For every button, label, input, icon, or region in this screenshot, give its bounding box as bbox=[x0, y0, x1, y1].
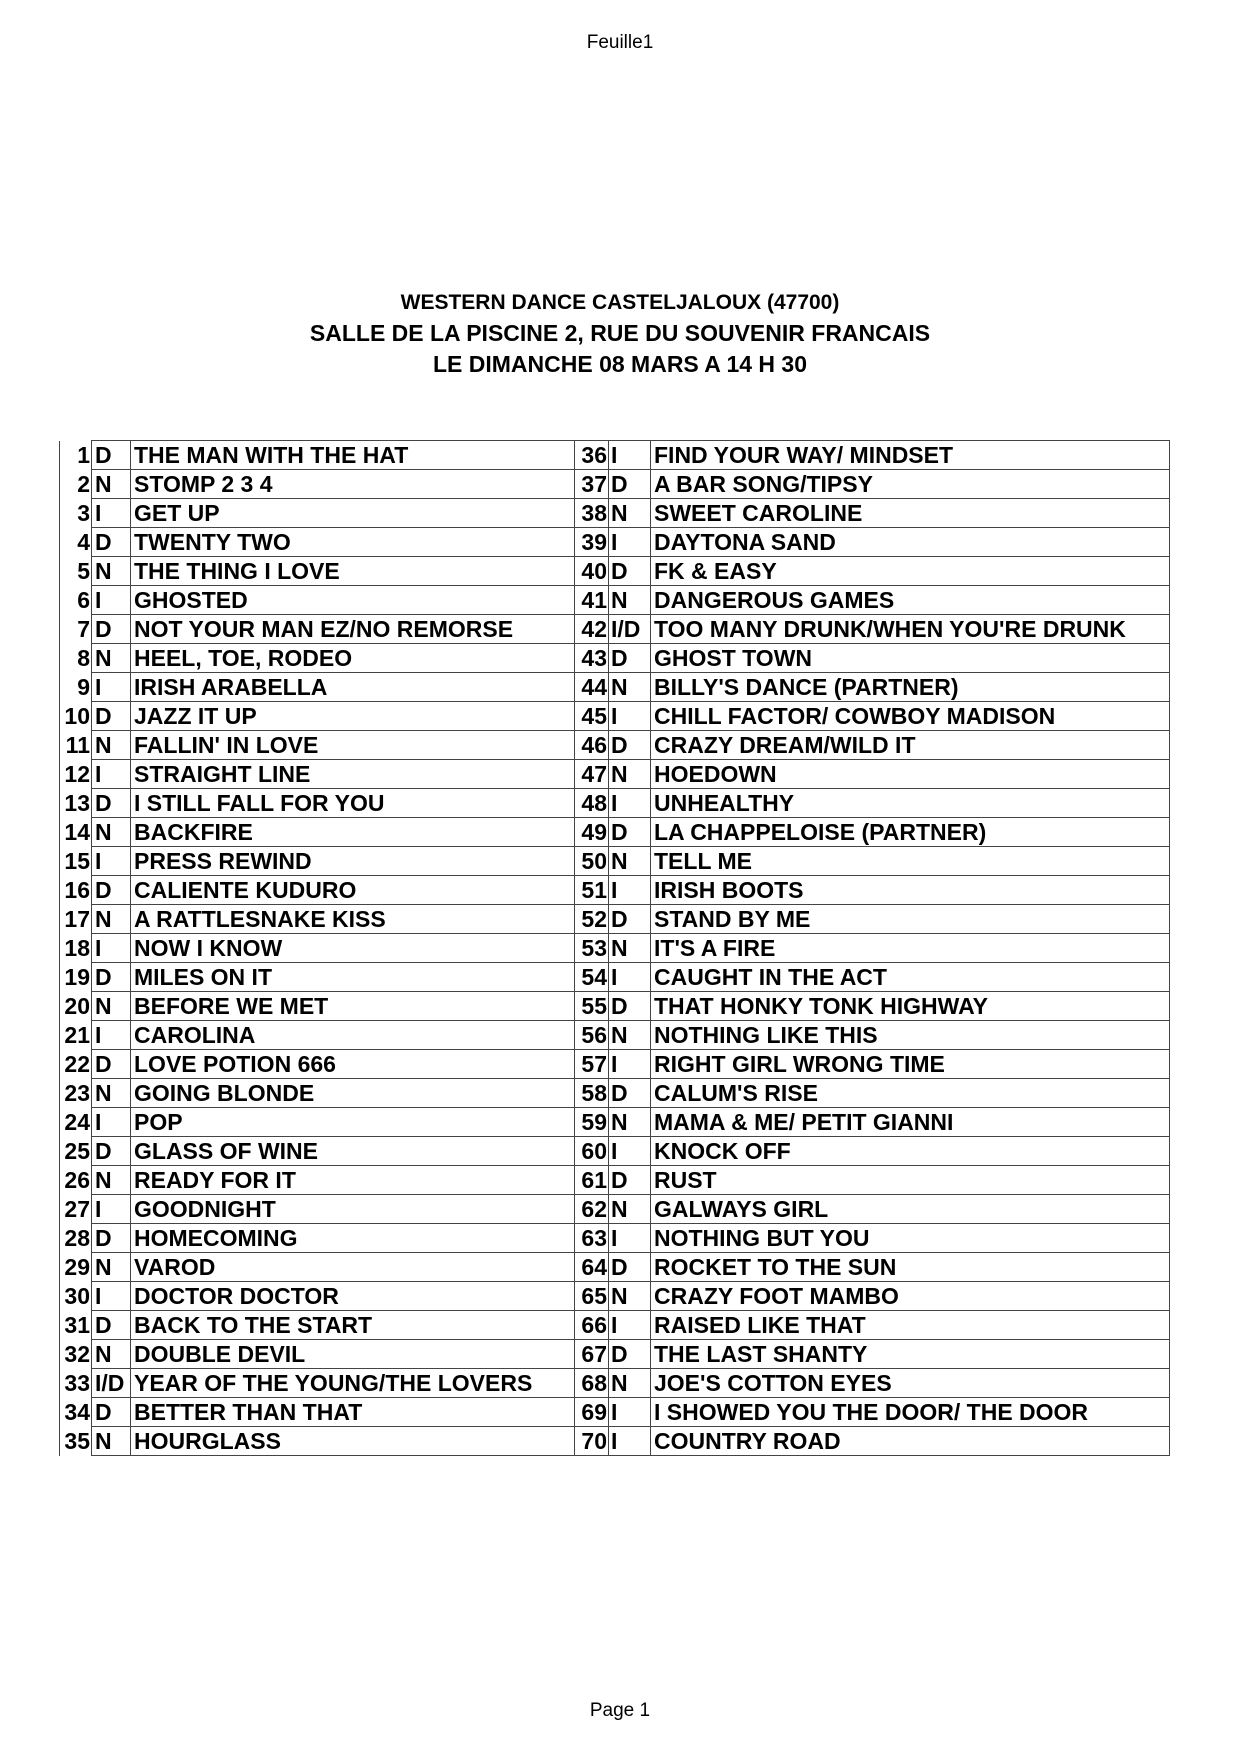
dance-name: READY FOR IT bbox=[131, 1166, 575, 1195]
dance-number: 30 bbox=[60, 1282, 92, 1311]
dance-number: 46 bbox=[575, 731, 609, 760]
dance-number: 40 bbox=[575, 557, 609, 586]
dance-name: GLASS OF WINE bbox=[131, 1137, 575, 1166]
dance-level: N bbox=[609, 1282, 651, 1311]
dance-level: I bbox=[609, 1224, 651, 1253]
dance-name: CRAZY DREAM/WILD IT bbox=[651, 731, 1170, 760]
dance-level: I bbox=[609, 963, 651, 992]
dance-level: N bbox=[609, 499, 651, 528]
dance-list-table bbox=[59, 440, 1170, 1456]
table-row bbox=[60, 1427, 1170, 1456]
dance-level: N bbox=[609, 1108, 651, 1137]
page-number: Page 1 bbox=[589, 1700, 651, 1721]
dance-number: 54 bbox=[575, 963, 609, 992]
table-row bbox=[60, 1340, 1170, 1369]
table-row bbox=[60, 1369, 1170, 1398]
dance-name: MILES ON IT bbox=[131, 963, 575, 992]
dance-level: D bbox=[609, 1253, 651, 1282]
dance-number: 1 bbox=[60, 441, 92, 470]
dance-number: 44 bbox=[575, 673, 609, 702]
dance-number: 16 bbox=[60, 876, 92, 905]
dance-level: D bbox=[609, 818, 651, 847]
dance-name: A RATTLESNAKE KISS bbox=[131, 905, 575, 934]
dance-number: 7 bbox=[60, 615, 92, 644]
dance-name: NOW I KNOW bbox=[131, 934, 575, 963]
dance-number: 49 bbox=[575, 818, 609, 847]
table-row bbox=[60, 760, 1170, 789]
header-club: WESTERN DANCE CASTELJALOUX (47700) bbox=[400, 291, 840, 314]
dance-list-body bbox=[60, 441, 1170, 1456]
dance-number: 61 bbox=[575, 1166, 609, 1195]
dance-name: MAMA & ME/ PETIT GIANNI bbox=[651, 1108, 1170, 1137]
table-row bbox=[60, 934, 1170, 963]
dance-number: 68 bbox=[575, 1369, 609, 1398]
dance-level: I bbox=[92, 673, 131, 702]
table-row bbox=[60, 441, 1170, 470]
dance-number: 15 bbox=[60, 847, 92, 876]
sheet-name: Feuille1 bbox=[586, 32, 654, 53]
table-row bbox=[60, 905, 1170, 934]
dance-name: RAISED LIKE THAT bbox=[651, 1311, 1170, 1340]
dance-name: KNOCK OFF bbox=[651, 1137, 1170, 1166]
table-row bbox=[60, 470, 1170, 499]
dance-level: N bbox=[92, 557, 131, 586]
table-row bbox=[60, 1398, 1170, 1427]
table-row bbox=[60, 1079, 1170, 1108]
table-row bbox=[60, 1137, 1170, 1166]
dance-number: 13 bbox=[60, 789, 92, 818]
dance-name: IRISH ARABELLA bbox=[131, 673, 575, 702]
dance-number: 29 bbox=[60, 1253, 92, 1282]
dance-name: UNHEALTHY bbox=[651, 789, 1170, 818]
dance-name: IRISH BOOTS bbox=[651, 876, 1170, 905]
dance-level: I bbox=[609, 1311, 651, 1340]
dance-number: 60 bbox=[575, 1137, 609, 1166]
dance-name: LA CHAPPELOISE (PARTNER) bbox=[651, 818, 1170, 847]
dance-level: N bbox=[92, 731, 131, 760]
dance-level: N bbox=[92, 1253, 131, 1282]
dance-level: I bbox=[92, 1282, 131, 1311]
dance-number: 21 bbox=[60, 1021, 92, 1050]
dance-level: I bbox=[92, 1195, 131, 1224]
dance-name: TWENTY TWO bbox=[131, 528, 575, 557]
dance-number: 50 bbox=[575, 847, 609, 876]
dance-name: A BAR SONG/TIPSY bbox=[651, 470, 1170, 499]
dance-name: THE MAN WITH THE HAT bbox=[131, 441, 575, 470]
dance-name: VAROD bbox=[131, 1253, 575, 1282]
dance-number: 53 bbox=[575, 934, 609, 963]
table-row bbox=[60, 1108, 1170, 1137]
table-row bbox=[60, 847, 1170, 876]
dance-number: 17 bbox=[60, 905, 92, 934]
dance-number: 62 bbox=[575, 1195, 609, 1224]
dance-level: I bbox=[609, 789, 651, 818]
dance-name: HOEDOWN bbox=[651, 760, 1170, 789]
dance-name: RUST bbox=[651, 1166, 1170, 1195]
dance-name: BILLY'S DANCE (PARTNER) bbox=[651, 673, 1170, 702]
dance-number: 64 bbox=[575, 1253, 609, 1282]
dance-level: D bbox=[92, 528, 131, 557]
table-row bbox=[60, 1195, 1170, 1224]
dance-name: TOO MANY DRUNK/WHEN YOU'RE DRUNK bbox=[651, 615, 1170, 644]
dance-number: 55 bbox=[575, 992, 609, 1021]
dance-number: 41 bbox=[575, 586, 609, 615]
dance-level: D bbox=[609, 905, 651, 934]
dance-number: 66 bbox=[575, 1311, 609, 1340]
dance-name: BEFORE WE MET bbox=[131, 992, 575, 1021]
dance-level: D bbox=[609, 644, 651, 673]
dance-name: CAROLINA bbox=[131, 1021, 575, 1050]
dance-name: CRAZY FOOT MAMBO bbox=[651, 1282, 1170, 1311]
dance-level: N bbox=[609, 847, 651, 876]
dance-name: POP bbox=[131, 1108, 575, 1137]
table-row bbox=[60, 963, 1170, 992]
dance-name: ROCKET TO THE SUN bbox=[651, 1253, 1170, 1282]
dance-number: 58 bbox=[575, 1079, 609, 1108]
dance-number: 26 bbox=[60, 1166, 92, 1195]
dance-level: N bbox=[609, 934, 651, 963]
table-row bbox=[60, 731, 1170, 760]
dance-name: NOTHING BUT YOU bbox=[651, 1224, 1170, 1253]
dance-level: N bbox=[92, 1079, 131, 1108]
dance-name: FALLIN' IN LOVE bbox=[131, 731, 575, 760]
dance-name: TELL ME bbox=[651, 847, 1170, 876]
dance-name: DOUBLE DEVIL bbox=[131, 1340, 575, 1369]
dance-number: 34 bbox=[60, 1398, 92, 1427]
dance-level: I bbox=[609, 702, 651, 731]
dance-name: HOURGLASS bbox=[131, 1427, 575, 1456]
dance-level: I bbox=[92, 586, 131, 615]
dance-name: CHILL FACTOR/ COWBOY MADISON bbox=[651, 702, 1170, 731]
dance-level: I bbox=[92, 1021, 131, 1050]
dance-name: GALWAYS GIRL bbox=[651, 1195, 1170, 1224]
dance-number: 37 bbox=[575, 470, 609, 499]
table-row bbox=[60, 1224, 1170, 1253]
dance-number: 23 bbox=[60, 1079, 92, 1108]
dance-level: I bbox=[609, 1398, 651, 1427]
table-row bbox=[60, 702, 1170, 731]
dance-level: I bbox=[92, 760, 131, 789]
dance-level: N bbox=[92, 1427, 131, 1456]
table-row bbox=[60, 789, 1170, 818]
dance-number: 48 bbox=[575, 789, 609, 818]
dance-level: D bbox=[609, 1079, 651, 1108]
dance-name: THE THING I LOVE bbox=[131, 557, 575, 586]
dance-number: 5 bbox=[60, 557, 92, 586]
table-row bbox=[60, 1021, 1170, 1050]
table-row bbox=[60, 615, 1170, 644]
dance-name: STAND BY ME bbox=[651, 905, 1170, 934]
dance-number: 10 bbox=[60, 702, 92, 731]
dance-name: GHOST TOWN bbox=[651, 644, 1170, 673]
table-row bbox=[60, 586, 1170, 615]
table-row bbox=[60, 992, 1170, 1021]
dance-name: BACKFIRE bbox=[131, 818, 575, 847]
dance-name: I STILL FALL FOR YOU bbox=[131, 789, 575, 818]
dance-number: 11 bbox=[60, 731, 92, 760]
dance-number: 19 bbox=[60, 963, 92, 992]
dance-level: D bbox=[92, 1137, 131, 1166]
dance-number: 20 bbox=[60, 992, 92, 1021]
dance-number: 8 bbox=[60, 644, 92, 673]
dance-number: 36 bbox=[575, 441, 609, 470]
dance-name: I SHOWED YOU THE DOOR/ THE DOOR bbox=[651, 1398, 1170, 1427]
dance-level: I/D bbox=[92, 1369, 131, 1398]
dance-number: 67 bbox=[575, 1340, 609, 1369]
dance-name: DOCTOR DOCTOR bbox=[131, 1282, 575, 1311]
dance-level: D bbox=[609, 992, 651, 1021]
table-row bbox=[60, 499, 1170, 528]
dance-name: STOMP 2 3 4 bbox=[131, 470, 575, 499]
dance-name: JOE'S COTTON EYES bbox=[651, 1369, 1170, 1398]
dance-name: NOTHING LIKE THIS bbox=[651, 1021, 1170, 1050]
table-row bbox=[60, 876, 1170, 905]
table-row bbox=[60, 673, 1170, 702]
dance-level: D bbox=[92, 615, 131, 644]
dance-name: THE LAST SHANTY bbox=[651, 1340, 1170, 1369]
dance-name: HOMECOMING bbox=[131, 1224, 575, 1253]
dance-level: I bbox=[92, 1108, 131, 1137]
dance-level: N bbox=[92, 905, 131, 934]
document-header bbox=[0, 288, 1240, 380]
dance-level: D bbox=[92, 963, 131, 992]
dance-level: N bbox=[609, 586, 651, 615]
dance-number: 43 bbox=[575, 644, 609, 673]
dance-number: 42 bbox=[575, 615, 609, 644]
dance-number: 39 bbox=[575, 528, 609, 557]
header-date: LE DIMANCHE 08 MARS A 14 H 30 bbox=[432, 351, 808, 377]
table-row bbox=[60, 528, 1170, 557]
dance-level: N bbox=[92, 818, 131, 847]
dance-name: DAYTONA SAND bbox=[651, 528, 1170, 557]
dance-level: D bbox=[92, 441, 131, 470]
dance-level: N bbox=[92, 992, 131, 1021]
dance-number: 38 bbox=[575, 499, 609, 528]
dance-level: I bbox=[92, 847, 131, 876]
dance-number: 4 bbox=[60, 528, 92, 557]
header-venue: SALLE DE LA PISCINE 2, RUE DU SOUVENIR FRANCAIS bbox=[309, 320, 931, 346]
dance-number: 32 bbox=[60, 1340, 92, 1369]
dance-number: 25 bbox=[60, 1137, 92, 1166]
dance-name: SWEET CAROLINE bbox=[651, 499, 1170, 528]
dance-number: 45 bbox=[575, 702, 609, 731]
table-row bbox=[60, 1253, 1170, 1282]
table-row bbox=[60, 644, 1170, 673]
dance-number: 22 bbox=[60, 1050, 92, 1079]
dance-number: 27 bbox=[60, 1195, 92, 1224]
dance-level: I bbox=[609, 1050, 651, 1079]
dance-number: 6 bbox=[60, 586, 92, 615]
dance-level: D bbox=[92, 876, 131, 905]
dance-level: I/D bbox=[609, 615, 651, 644]
dance-number: 59 bbox=[575, 1108, 609, 1137]
dance-number: 24 bbox=[60, 1108, 92, 1137]
dance-name: YEAR OF THE YOUNG/THE LOVERS bbox=[131, 1369, 575, 1398]
dance-number: 28 bbox=[60, 1224, 92, 1253]
dance-name: PRESS REWIND bbox=[131, 847, 575, 876]
dance-name: COUNTRY ROAD bbox=[651, 1427, 1170, 1456]
dance-name: CALIENTE KUDURO bbox=[131, 876, 575, 905]
dance-number: 52 bbox=[575, 905, 609, 934]
dance-name: RIGHT GIRL WRONG TIME bbox=[651, 1050, 1170, 1079]
dance-number: 35 bbox=[60, 1427, 92, 1456]
dance-number: 9 bbox=[60, 673, 92, 702]
dance-number: 63 bbox=[575, 1224, 609, 1253]
dance-level: D bbox=[609, 1340, 651, 1369]
dance-level: D bbox=[609, 1166, 651, 1195]
dance-level: N bbox=[609, 1369, 651, 1398]
dance-level: I bbox=[609, 441, 651, 470]
dance-level: I bbox=[609, 876, 651, 905]
dance-number: 51 bbox=[575, 876, 609, 905]
dance-number: 31 bbox=[60, 1311, 92, 1340]
dance-number: 65 bbox=[575, 1282, 609, 1311]
dance-level: I bbox=[92, 499, 131, 528]
dance-level: D bbox=[92, 1311, 131, 1340]
dance-number: 56 bbox=[575, 1021, 609, 1050]
table-row bbox=[60, 557, 1170, 586]
dance-level: N bbox=[609, 1195, 651, 1224]
dance-name: JAZZ IT UP bbox=[131, 702, 575, 731]
table-row bbox=[60, 1166, 1170, 1195]
dance-level: I bbox=[609, 528, 651, 557]
dance-level: N bbox=[609, 760, 651, 789]
dance-level: I bbox=[609, 1427, 651, 1456]
dance-level: I bbox=[609, 1137, 651, 1166]
dance-name: BACK TO THE START bbox=[131, 1311, 575, 1340]
dance-number: 69 bbox=[575, 1398, 609, 1427]
dance-name: HEEL, TOE, RODEO bbox=[131, 644, 575, 673]
dance-number: 14 bbox=[60, 818, 92, 847]
dance-number: 70 bbox=[575, 1427, 609, 1456]
dance-name: GHOSTED bbox=[131, 586, 575, 615]
dance-level: N bbox=[92, 1166, 131, 1195]
dance-name: STRAIGHT LINE bbox=[131, 760, 575, 789]
dance-name: GET UP bbox=[131, 499, 575, 528]
dance-level: I bbox=[92, 934, 131, 963]
dance-name: GOODNIGHT bbox=[131, 1195, 575, 1224]
dance-level: D bbox=[92, 1398, 131, 1427]
dance-name: CALUM'S RISE bbox=[651, 1079, 1170, 1108]
dance-number: 33 bbox=[60, 1369, 92, 1398]
table-row bbox=[60, 1311, 1170, 1340]
dance-number: 18 bbox=[60, 934, 92, 963]
dance-name: LOVE POTION 666 bbox=[131, 1050, 575, 1079]
dance-name: THAT HONKY TONK HIGHWAY bbox=[651, 992, 1170, 1021]
dance-number: 3 bbox=[60, 499, 92, 528]
dance-name: BETTER THAN THAT bbox=[131, 1398, 575, 1427]
dance-level: N bbox=[609, 673, 651, 702]
dance-number: 12 bbox=[60, 760, 92, 789]
table-row bbox=[60, 818, 1170, 847]
dance-level: D bbox=[609, 557, 651, 586]
dance-name: CAUGHT IN THE ACT bbox=[651, 963, 1170, 992]
dance-level: D bbox=[92, 1050, 131, 1079]
dance-level: N bbox=[92, 644, 131, 673]
dance-name: FK & EASY bbox=[651, 557, 1170, 586]
dance-name: FIND YOUR WAY/ MINDSET bbox=[651, 441, 1170, 470]
dance-name: GOING BLONDE bbox=[131, 1079, 575, 1108]
table-row bbox=[60, 1282, 1170, 1311]
dance-level: N bbox=[609, 1021, 651, 1050]
dance-name: DANGEROUS GAMES bbox=[651, 586, 1170, 615]
dance-level: N bbox=[92, 470, 131, 499]
dance-level: N bbox=[92, 1340, 131, 1369]
dance-number: 57 bbox=[575, 1050, 609, 1079]
dance-level: D bbox=[92, 1224, 131, 1253]
dance-number: 2 bbox=[60, 470, 92, 499]
dance-name: NOT YOUR MAN EZ/NO REMORSE bbox=[131, 615, 575, 644]
table-row bbox=[60, 1050, 1170, 1079]
dance-level: D bbox=[609, 470, 651, 499]
dance-name: IT'S A FIRE bbox=[651, 934, 1170, 963]
dance-number: 47 bbox=[575, 760, 609, 789]
dance-level: D bbox=[609, 731, 651, 760]
dance-level: D bbox=[92, 789, 131, 818]
dance-level: D bbox=[92, 702, 131, 731]
